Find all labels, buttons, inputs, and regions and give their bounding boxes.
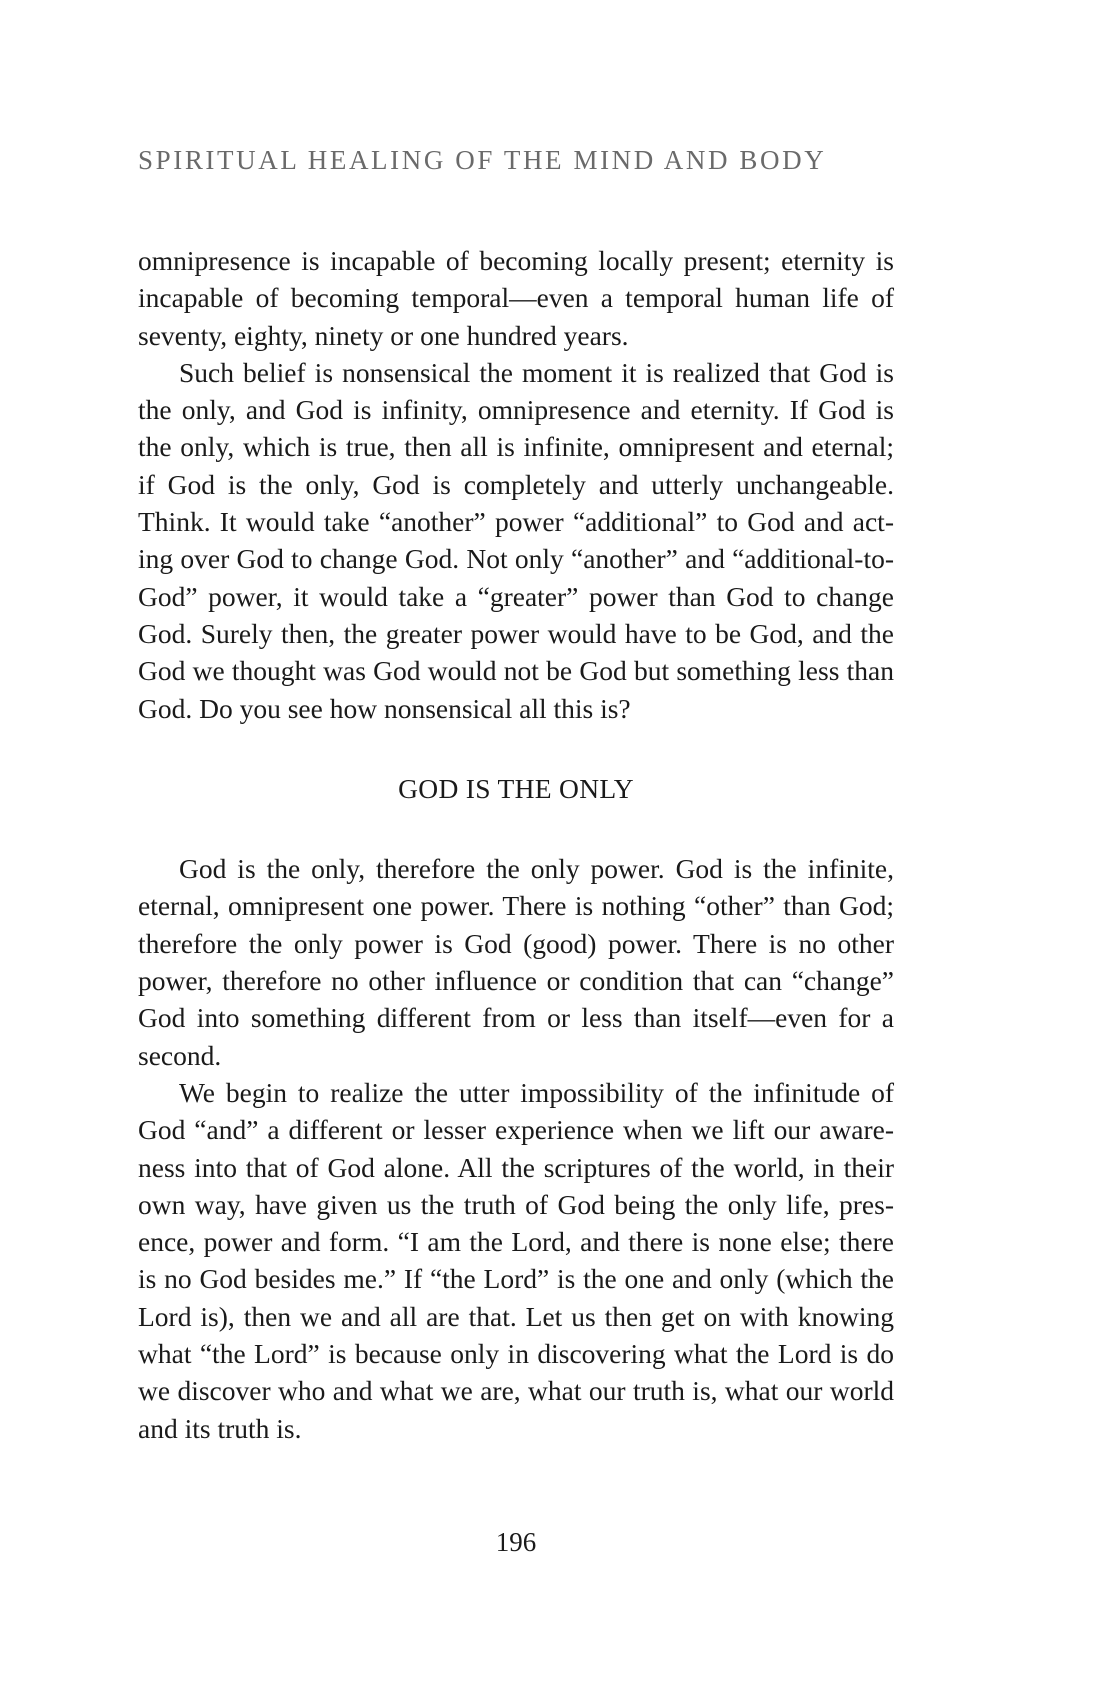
paragraph: God is the only, therefore the only power. God is the infinite, eternal, omnipresent one power. There is nothing “other” than God; therefore the only power is God (good) power. There is no other power, therefore no other influence or condition that can “change” God into something different from or less than itself—even for a second. bbox=[138, 853, 894, 1071]
book-page bbox=[138, 0, 894, 1700]
page-number: 196 bbox=[495, 1527, 537, 1557]
running-head: SPIRITUAL HEALING OF THE MIND AND BODY bbox=[138, 145, 827, 175]
paragraph: We begin to realize the utter impossibility of the infinitude of God “and” a different or lesser experience when we lift our awareness into that of God alone. All the scriptures of the world, in their own way, have given us the truth of God being the only life, presence, power and form. “I am the Lord, and there is none else; there is no God besides me.” If “the Lord” is the one and only (which the Lord is), then we and all are that. Let us then get on with knowing what “the Lord” is because only in discovering what the Lord is do we discover who and what we are, what our truth is, what our world and its truth is. bbox=[138, 1076, 894, 1444]
body-text bbox=[138, 242, 894, 1447]
section-heading: GOD IS THE ONLY bbox=[398, 772, 634, 804]
paragraph: Such belief is nonsensical the moment it is realized that God is the only, and God is infinity, omnipresence and eternity. If God is the only, which is true, then all is infinite, omnipresent and eternal; if God is the only, God is completely and utterly unchangeable. Think. It would take “another” power “additional” to God and acting over God to change God. Not only “another” and “additional-to-God” power, it would take a “greater” power than God to change God. Surely then, the greater power would have to be God, and the God we thought was God would not be God but something less than God. Do you see how nonsensical all this is? bbox=[138, 356, 894, 724]
paragraph-continued: omnipresence is incapable of becoming locally present; eternity is incapable of becoming temporal—even a temporal human life of seventy, eighty, ninety or one hundred years. bbox=[138, 245, 894, 351]
